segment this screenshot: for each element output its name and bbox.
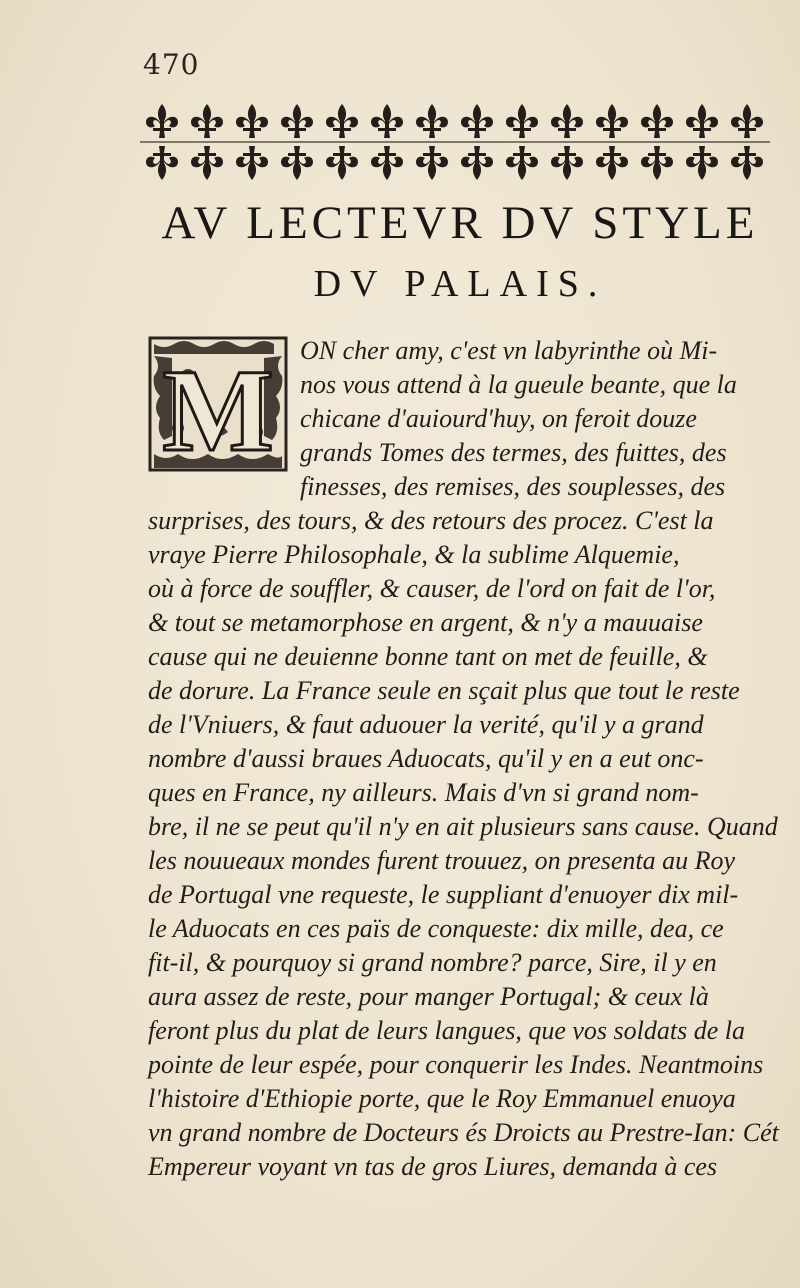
text-line: aura assez de reste, pour manger Portugal; & ceux là [148, 982, 709, 1011]
fleur-de-lis-icon [551, 104, 583, 138]
fleur-de-lis-icon [371, 104, 403, 138]
fleur-de-lis-icon [596, 104, 628, 138]
fleur-de-lis-icon [281, 104, 313, 138]
text-line: grands Tomes des termes, des fuittes, des [300, 438, 727, 467]
fleur-de-lis-icon [416, 104, 448, 138]
fleur-de-lis-icon [236, 146, 268, 180]
ornament-divider [140, 141, 770, 143]
fleur-de-lis-ornament-band [140, 98, 770, 186]
text-line: chicane d'auiourd'huy, on feroit douze [300, 404, 697, 433]
text-line: fit-il, & pourquoy si grand nombre? parce, Sire, il y en [148, 948, 717, 977]
decorated-initial-m [148, 336, 288, 476]
text-line: de dorure. La France seule en sçait plus que tout le reste [148, 676, 740, 705]
fleur-de-lis-icon [506, 104, 538, 138]
text-line: bre, il ne se peut qu'il n'y en ait plusieurs sans cause. Quand [148, 812, 778, 841]
text-line: nombre d'aussi braues Aduocats, qu'il y en a eut onc- [148, 744, 704, 773]
text-line: les nouueaux mondes furent trouuez, on presenta au Roy [148, 846, 736, 875]
text-line: surprises, des tours, & des retours des procez. C'est la [148, 506, 714, 535]
fleur-de-lis-icon [641, 146, 673, 180]
text-line: cause qui ne deuienne bonne tant on met de feuille, & [148, 642, 708, 671]
fleur-de-lis-icon [641, 104, 673, 138]
text-line: vn grand nombre de Docteurs és Droicts au Prestre-Ian: Cét [148, 1118, 779, 1147]
text-line: le Aduocats en ces païs de conqueste: dix mille, dea, ce [148, 914, 724, 943]
fleur-de-lis-icon [461, 104, 493, 138]
title-line-2: DV PALAIS. [313, 263, 607, 305]
text-line: de Portugal vne requeste, le suppliant d'enuoyer dix mil- [148, 880, 739, 909]
text-line: de l'Vniuers, & faut aduouer la verité, qu'il y a grand [148, 710, 704, 739]
fleur-de-lis-icon [281, 146, 313, 180]
title-line-1: AV LECTEVR DV STYLE [161, 197, 759, 249]
fleur-de-lis-icon [506, 146, 538, 180]
fleur-de-lis-icon [416, 146, 448, 180]
fleur-de-lis-icon [731, 146, 763, 180]
text-line: & tout se metamorphose en argent, & n'y a mauuaise [148, 608, 703, 637]
fleur-de-lis-icon [461, 146, 493, 180]
fleur-de-lis-icon [191, 104, 223, 138]
fleur-de-lis-icon [236, 104, 268, 138]
text-line: nos vous attend à la gueule beante, que la [300, 370, 737, 399]
dropcap-letter: M [162, 345, 274, 476]
fleur-de-lis-icon [326, 146, 358, 180]
text-line: où à force de souffler, & causer, de l'ord on fait de l'or, [148, 574, 716, 603]
text-line: ON cher amy, c'est vn labyrinthe où Mi- [300, 336, 718, 365]
fleur-de-lis-icon [596, 146, 628, 180]
text-line: feront plus du plat de leurs langues, que vos soldats de la [148, 1016, 745, 1045]
text-line: finesses, des remises, des souplesses, des [300, 472, 726, 501]
fleur-de-lis-icon [686, 104, 718, 138]
fleur-de-lis-icon [146, 146, 178, 180]
fleur-de-lis-icon [371, 146, 403, 180]
fleur-de-lis-icon [191, 146, 223, 180]
fleur-de-lis-icon [146, 104, 178, 138]
fleur-de-lis-icon [551, 146, 583, 180]
fleur-de-lis-icon [686, 146, 718, 180]
text-line: Empereur voyant vn tas de gros Liures, demanda à ces [148, 1152, 718, 1181]
text-line: vraye Pierre Philosophale, & la sublime Alquemie, [148, 540, 680, 569]
page-number: 470 [143, 48, 200, 81]
text-line: ques en France, ny ailleurs. Mais d'vn si grand nom- [148, 778, 699, 807]
fleur-de-lis-icon [731, 104, 763, 138]
text-line: pointe de leur espée, pour conquerir les Indes. Neantmoins [148, 1050, 764, 1079]
text-line: l'histoire d'Ethiopie porte, que le Roy Emmanuel enuoya [148, 1084, 736, 1113]
fleur-de-lis-icon [326, 104, 358, 138]
